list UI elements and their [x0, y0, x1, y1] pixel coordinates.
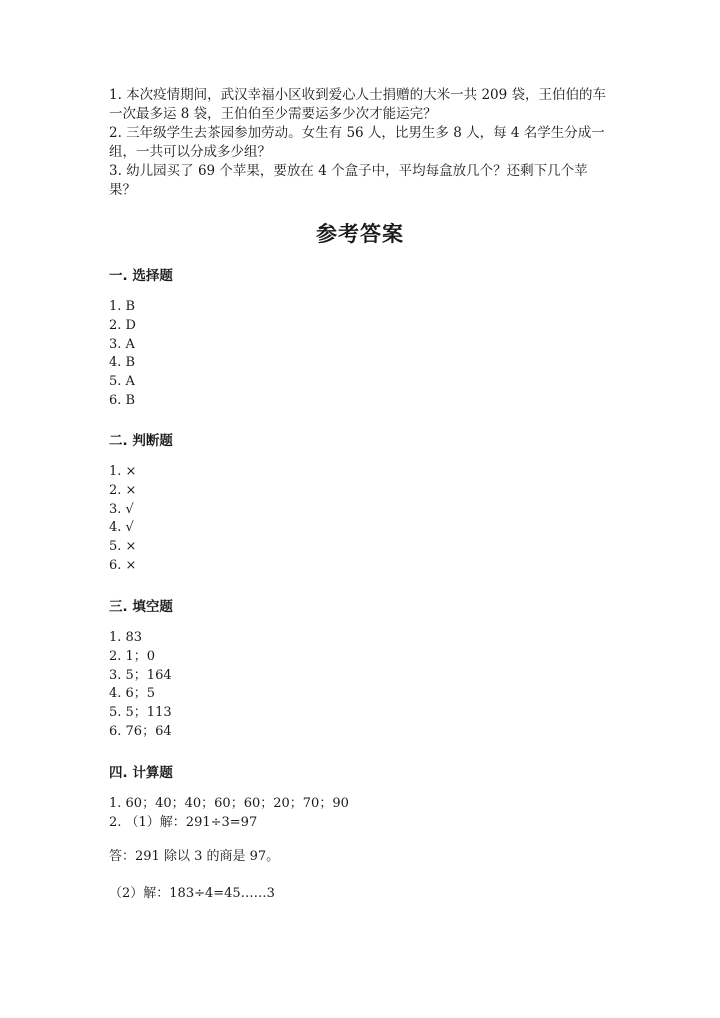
calc-answer-line-1: 1. 60；40；40；60；60；20；70；90 — [109, 796, 349, 811]
list-item: 6. 76；64 — [109, 723, 172, 739]
calc-answer-line-2: 2. （1）解：291÷3=97 — [109, 815, 258, 830]
calc-answer-line-4: （2）解：183÷4=45……3 — [109, 886, 275, 901]
answer-title: 参考答案 — [316, 222, 404, 246]
list-item: 3. √ — [109, 501, 134, 517]
list-item: 4. B — [109, 355, 136, 371]
list-item: 2. D — [109, 317, 136, 333]
section-heading-choice: 一. 选择题 — [109, 268, 173, 284]
list-item: 2. × — [109, 482, 137, 498]
list-item: 1. 83 — [109, 630, 143, 645]
section-heading-calc: 四. 计算题 — [109, 765, 173, 781]
list-item: 5. × — [109, 539, 137, 555]
problem-1: 1. 本次疫情期间，武汉幸福小区收到爱心人士捐赠的大米一共 209 袋，王伯伯的车一次最多运 8 袋，王伯伯至少需要运多少次才能运完？ — [109, 87, 607, 122]
judge-answer-list — [109, 463, 136, 576]
list-item: 2. 1；0 — [109, 648, 156, 664]
list-item: 6. × — [109, 557, 137, 573]
problem-3: 3. 幼儿园买了 69 个苹果，要放在 4 个盒子中，平均每盒放几个？还剩下几个苹果？ — [109, 163, 588, 198]
calc-answer-conclusion: 答：291 除以 3 的商是 97。 — [109, 849, 280, 864]
list-item: 3. 5；164 — [109, 667, 172, 683]
list-item: 4. 6；5 — [109, 686, 156, 702]
section-heading-fill: 三. 填空题 — [109, 599, 173, 615]
choice-answer-list — [109, 298, 136, 411]
list-item: 3. A — [109, 336, 135, 352]
fill-answer-list — [109, 629, 172, 742]
section-heading-judge: 二. 判断题 — [109, 433, 173, 449]
list-item: 5. A — [109, 374, 135, 390]
list-item: 4. √ — [109, 520, 134, 536]
list-item: 1. × — [109, 464, 137, 479]
list-item: 1. B — [109, 299, 136, 314]
list-item: 5. 5；113 — [109, 705, 172, 721]
list-item: 6. B — [109, 392, 136, 408]
problem-2: 2. 三年级学生去茶园参加劳动。女生有 56 人，比男生多 8 人，每 4 名学生分成一组，一共可以分成多少组？ — [109, 125, 605, 160]
word-problems — [109, 86, 614, 200]
